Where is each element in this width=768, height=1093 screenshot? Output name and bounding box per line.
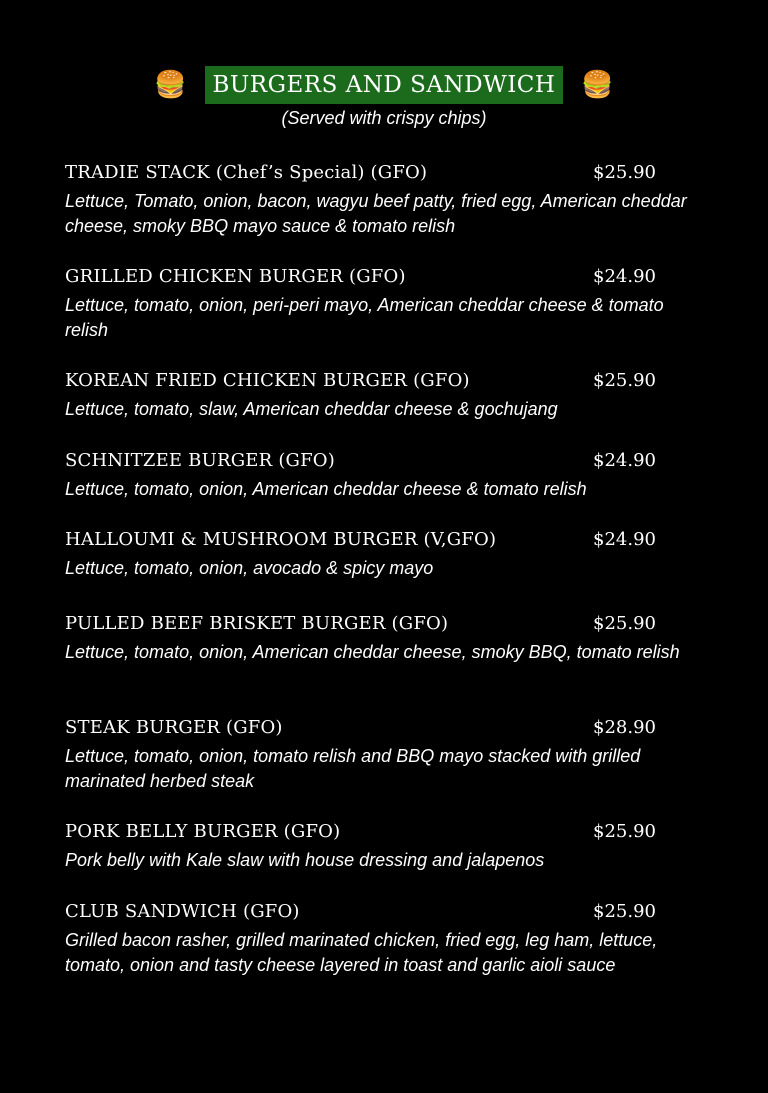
item-name: TRADIE STACK (Chef’s Special) (GFO): [65, 162, 428, 183]
item-price: $25.90: [593, 162, 656, 183]
menu-item-club-sandwich: [65, 899, 705, 977]
item-price: $25.90: [593, 821, 656, 842]
item-name: STEAK BURGER (GFO): [65, 717, 283, 738]
item-price: $24.90: [593, 529, 656, 550]
burger-icon: 🍔: [581, 70, 614, 99]
item-description: Lettuce, tomato, onion, avocado & spicy mayo: [65, 558, 434, 578]
item-description: Pork belly with Kale slaw with house dressing and jalapenos: [65, 850, 545, 870]
section-subtitle: (Served with crispy chips): [281, 108, 487, 128]
menu-item-pulled-beef-brisket-burger: [65, 611, 705, 665]
item-price: $24.90: [593, 450, 656, 471]
menu-item-grilled-chicken-burger: [65, 264, 705, 342]
item-description: Lettuce, tomato, onion, American cheddar cheese, smoky BBQ, tomato relish: [65, 642, 680, 662]
item-description: Lettuce, Tomato, onion, bacon, wagyu beef patty, fried egg, American cheddar cheese, smoky BBQ mayo sauce & tomato relish: [65, 191, 687, 236]
menu-item-steak-burger: [65, 715, 705, 793]
item-description: Lettuce, tomato, slaw, American cheddar cheese & gochujang: [65, 399, 558, 419]
section-title: BURGERS AND SANDWICH: [205, 66, 564, 104]
menu-item-schnitzee-burger: [65, 448, 705, 502]
menu-item-pork-belly-burger: [65, 819, 705, 873]
item-description: Lettuce, tomato, onion, American cheddar cheese & tomato relish: [65, 479, 587, 499]
item-name: PULLED BEEF BRISKET BURGER (GFO): [65, 613, 449, 634]
item-name: KOREAN FRIED CHICKEN BURGER (GFO): [65, 370, 470, 391]
menu-header: [0, 66, 768, 104]
item-description: Grilled bacon rasher, grilled marinated chicken, fried egg, leg ham, lettuce, tomato, onion and tasty cheese layered in toast and garlic aioli sauce: [65, 930, 658, 975]
item-description: Lettuce, tomato, onion, tomato relish and BBQ mayo stacked with grilled marinated herbed steak: [65, 746, 641, 791]
item-price: $28.90: [593, 717, 656, 738]
menu-item-tradie-stack: [65, 160, 705, 238]
item-name: SCHNITZEE BURGER (GFO): [65, 450, 335, 471]
burger-icon: 🍔: [154, 70, 187, 99]
item-price: $24.90: [593, 266, 656, 287]
item-price: $25.90: [593, 613, 656, 634]
menu-item-korean-fried-chicken-burger: [65, 368, 705, 422]
menu-item-halloumi-mushroom-burger: [65, 527, 705, 581]
item-name: CLUB SANDWICH (GFO): [65, 901, 300, 922]
item-name: GRILLED CHICKEN BURGER (GFO): [65, 266, 406, 287]
item-name: PORK BELLY BURGER (GFO): [65, 821, 341, 842]
item-price: $25.90: [593, 901, 656, 922]
item-description: Lettuce, tomato, onion, peri-peri mayo, American cheddar cheese & tomato relish: [65, 295, 664, 340]
item-price: $25.90: [593, 370, 656, 391]
item-name: HALLOUMI & MUSHROOM BURGER (V,GFO): [65, 529, 497, 550]
